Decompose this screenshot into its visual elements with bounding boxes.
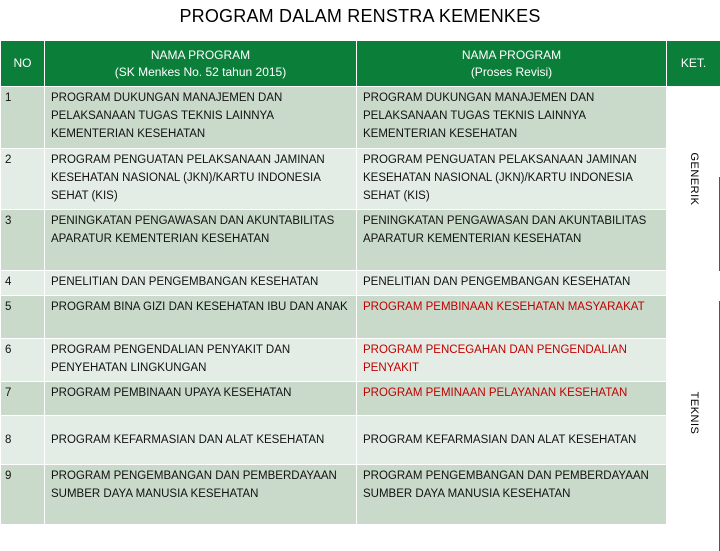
header-program-revisi-line1: NAMA PROGRAM	[361, 47, 662, 64]
header-program-revisi-line2: (Proses Revisi)	[361, 64, 662, 81]
program-sk-name: PROGRAM DUKUNGAN MANAJEMEN DAN PELAKSANAAN TUGAS TEKNIS LAINNYA KEMENTERIAN KESEHATAN	[45, 87, 357, 149]
table-row	[1, 210, 720, 271]
header-program-sk-line1: NAMA PROGRAM	[49, 47, 352, 64]
ket-teknis	[667, 271, 720, 525]
header-program-sk-line2: (SK Menkes No. 52 tahun 2015)	[49, 64, 352, 81]
row-number: 3	[1, 210, 45, 271]
program-revisi-name: PROGRAM PENGEMBANGAN DAN PEMBERDAYAAN SUMBER DAYA MANUSIA KESEHATAN	[357, 465, 667, 525]
program-sk-name: PROGRAM KEFARMASIAN DAN ALAT KESEHATAN	[45, 416, 357, 465]
row-number: 9	[1, 465, 45, 525]
program-revisi-name: PROGRAM DUKUNGAN MANAJEMEN DAN PELAKSANAAN TUGAS TEKNIS LAINNYA KEMENTERIAN KESEHATAN	[357, 87, 667, 149]
program-revisi-name: PENINGKATAN PENGAWASAN DAN AKUNTABILITAS APARATUR KEMENTERIAN KESEHATAN	[357, 210, 667, 271]
row-number: 8	[1, 416, 45, 465]
row-number: 2	[1, 149, 45, 210]
program-table	[0, 40, 720, 525]
row-number: 5	[1, 296, 45, 339]
program-revisi-name: PROGRAM KEFARMASIAN DAN ALAT KESEHATAN	[357, 416, 667, 465]
header-program-revisi	[357, 41, 667, 87]
program-sk-name: PROGRAM BINA GIZI DAN KESEHATAN IBU DAN ANAK	[45, 296, 357, 339]
row-number: 4	[1, 271, 45, 296]
program-revisi-name: PROGRAM PEMBINAAN KESEHATAN MASYARAKAT	[357, 296, 667, 339]
program-revisi-name: PROGRAM PEMINAAN PELAYANAN KESEHATAN	[357, 382, 667, 416]
row-number: 1	[1, 87, 45, 149]
program-sk-name: PROGRAM PENGUATAN PELAKSANAAN JAMINAN KESEHATAN NASIONAL (JKN)/KARTU INDONESIA SEHAT (KIS)	[45, 149, 357, 210]
header-program-sk	[45, 41, 357, 87]
header-ket: KET.	[667, 41, 720, 87]
table-row	[1, 87, 720, 149]
table-row	[1, 465, 720, 525]
program-revisi-name: PENELITIAN DAN PENGEMBANGAN KESEHATAN	[357, 271, 667, 296]
program-sk-name: PENELITIAN DAN PENGEMBANGAN KESEHATAN	[45, 271, 357, 296]
ket-generik	[667, 87, 720, 271]
row-number: 6	[1, 339, 45, 382]
program-revisi-name: PROGRAM PENCEGAHAN DAN PENGENDALIAN PENYAKIT	[357, 339, 667, 382]
program-sk-name: PENINGKATAN PENGAWASAN DAN AKUNTABILITAS APARATUR KEMENTERIAN KESEHATAN	[45, 210, 357, 271]
table-row	[1, 339, 720, 382]
page-title: PROGRAM DALAM RENSTRA KEMENKES	[0, 6, 720, 27]
table-row	[1, 296, 720, 339]
table-header-row	[1, 41, 720, 87]
table-row	[1, 416, 720, 465]
header-no: NO	[1, 41, 45, 87]
row-number: 7	[1, 382, 45, 416]
ket-generik-label: GENERIK	[685, 152, 703, 205]
program-sk-name: PROGRAM PEMBINAAN UPAYA KESEHATAN	[45, 382, 357, 416]
table-row	[1, 271, 720, 296]
program-sk-name: PROGRAM PENGENDALIAN PENYAKIT DAN PENYEHATAN LINGKUNGAN	[45, 339, 357, 382]
program-sk-name: PROGRAM PENGEMBANGAN DAN PEMBERDAYAAN SUMBER DAYA MANUSIA KESEHATAN	[45, 465, 357, 525]
table-row	[1, 149, 720, 210]
table-row	[1, 382, 720, 416]
ket-teknis-label: TEKNIS	[685, 391, 703, 434]
program-revisi-name: PROGRAM PENGUATAN PELAKSANAAN JAMINAN KESEHATAN NASIONAL (JKN)/KARTU INDONESIA SEHAT (KIS)	[357, 149, 667, 210]
